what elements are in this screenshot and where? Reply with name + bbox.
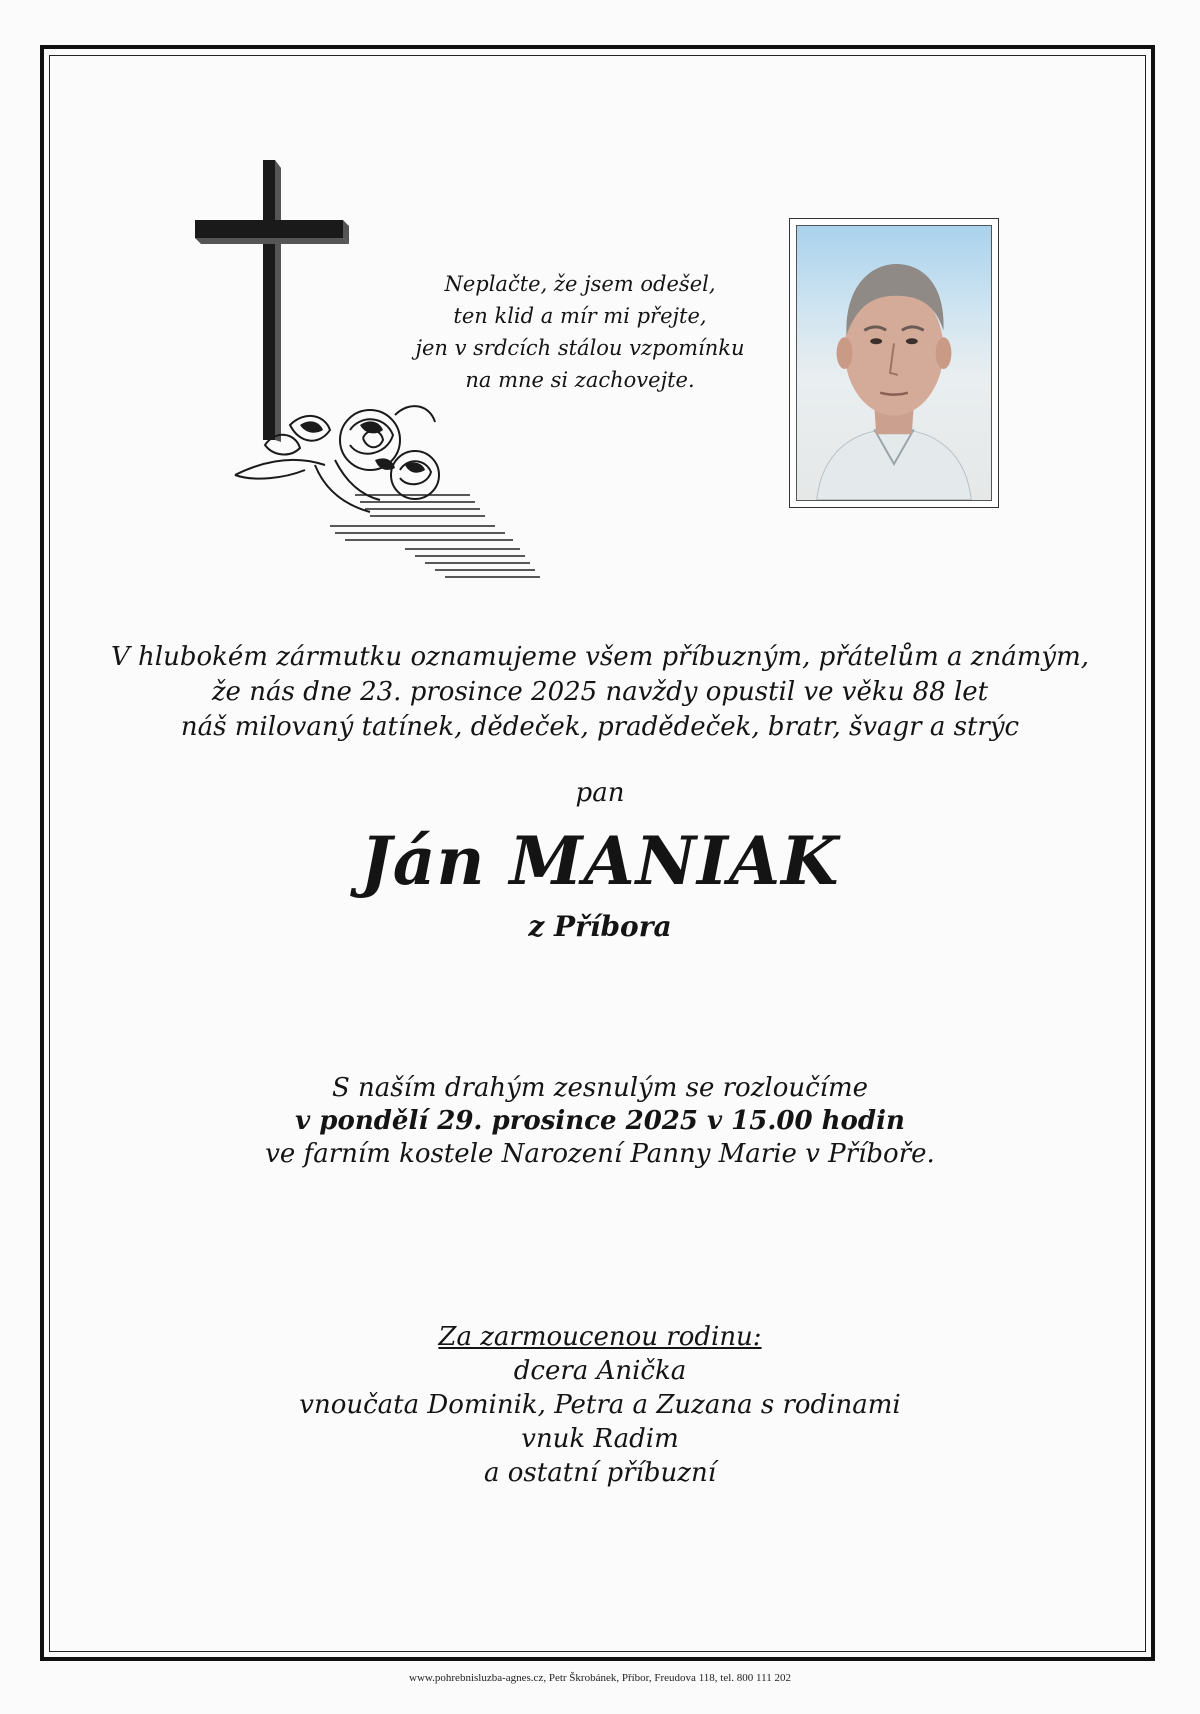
portrait-frame: [789, 218, 999, 508]
funeral-date-time: v pondělí 29. prosince 2025 v 15.00 hodin: [295, 1106, 905, 1136]
funeral-details: [60, 1072, 1140, 1171]
funeral-location: ve farním kostele Narození Panny Marie v Příboře.: [265, 1139, 935, 1169]
memorial-poem: [380, 268, 780, 396]
family-member: a ostatní příbuzní: [483, 1458, 717, 1488]
poem-line: jen v srdcích stálou vzpomínku: [415, 336, 745, 360]
portrait-photo: [796, 225, 992, 501]
deceased-origin: z Příbora: [528, 910, 672, 943]
family-signature: [60, 1320, 1140, 1490]
family-heading: Za zarmoucenou rodinu:: [438, 1322, 762, 1352]
death-announcement: [60, 640, 1140, 745]
family-member: dcera Anička: [513, 1356, 687, 1386]
poem-line: ten klid a mír mi přejte,: [453, 304, 707, 328]
family-member: vnoučata Dominik, Petra a Zuzana s rodinami: [299, 1390, 901, 1420]
announcement-line: že nás dne 23. prosince 2025 navždy opustil ve věku 88 let: [211, 677, 989, 707]
farewell-line: S naším drahým zesnulým se rozloučíme: [331, 1073, 869, 1103]
announcement-line: náš milovaný tatínek, dědeček, pradědeček, bratr, švagr a strýc: [180, 712, 1020, 742]
poem-line: Neplačte, že jsem odešel,: [444, 272, 716, 296]
portrait-icon: [797, 226, 991, 500]
announcement-line: V hlubokém zármutku oznamujeme všem příbuzným, přátelům a známým,: [111, 642, 1089, 672]
poem-line: na mne si zachovejte.: [465, 368, 695, 392]
family-member: vnuk Radim: [521, 1424, 679, 1454]
deceased-name: Ján MANIAK: [360, 822, 840, 900]
salutation: pan: [575, 778, 625, 808]
funeral-service-footer: www.pohrebnisluzba-agnes.cz, Petr Škrobánek, Příbor, Freudova 118, tel. 800 111 202: [409, 1672, 791, 1684]
